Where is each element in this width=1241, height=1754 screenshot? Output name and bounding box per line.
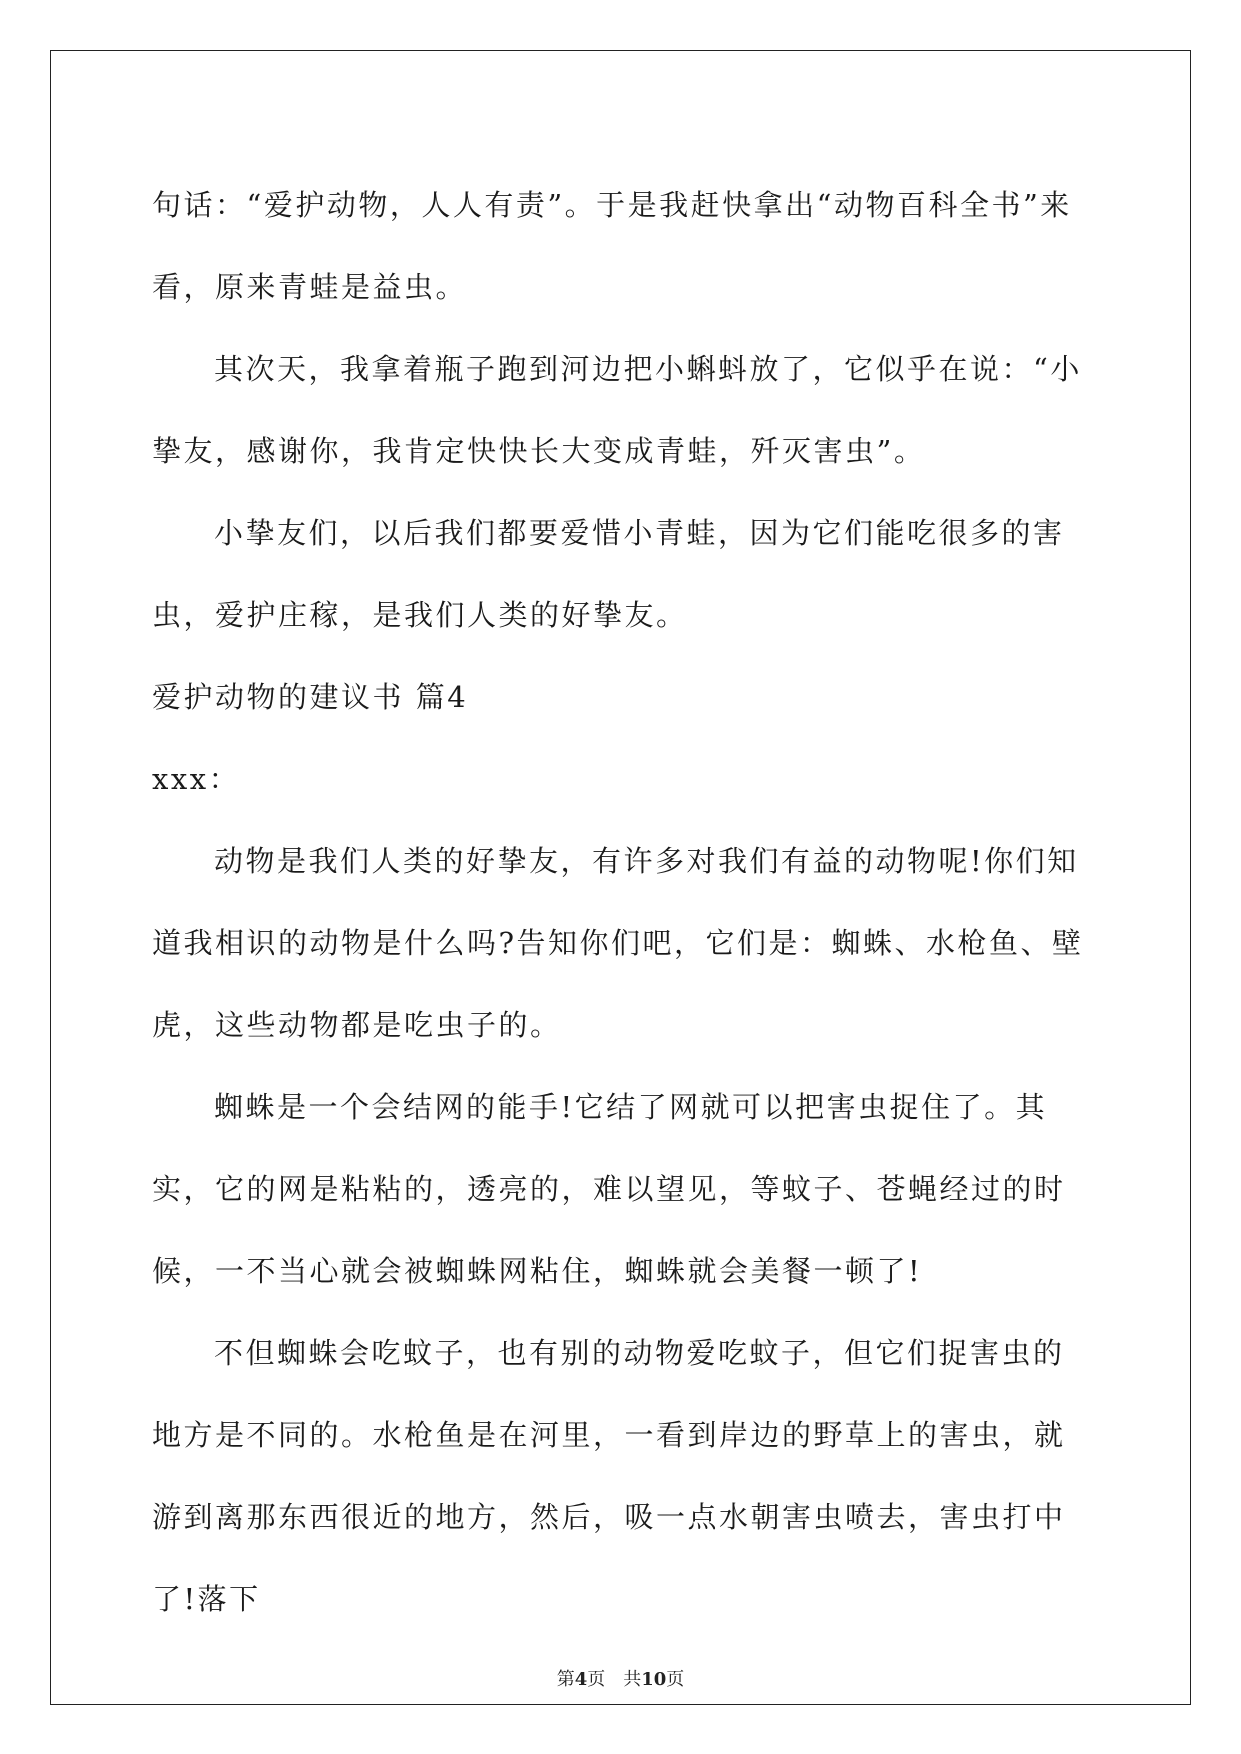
total-page-number: 10 <box>641 1669 667 1690</box>
document-body <box>152 164 1092 1640</box>
paragraph-2: 其次天，我拿着瓶子跑到河边把小蝌蚪放了，它似乎在说：“小挚友，感谢你，我肯定快快长大变成青蛙，歼灭害虫”。 <box>152 352 1082 468</box>
current-page-number: 4 <box>574 1669 588 1690</box>
footer-middle: 页 共 <box>587 1669 642 1690</box>
paragraph-6: 不但蜘蛛会吃蚊子，也有别的动物爱吃蚊子，但它们捉害虫的地方是不同的。水枪鱼是在河里，一看到岸边的野草上的害虫，就游到离那东西很近的地方，然后，吸一点水朝害虫喷去，害虫打中了!落下 <box>152 1336 1066 1616</box>
paragraph-3: 小挚友们，以后我们都要爱惜小青蛙，因为它们能吃很多的害虫，爱护庄稼，是我们人类的好挚友。 <box>152 516 1065 632</box>
salutation: xxx： <box>152 762 241 796</box>
paragraph-1: 句话：“爱护动物，人人有责”。于是我赶快拿出“动物百科全书”来看，原来青蛙是益虫。 <box>152 188 1072 304</box>
footer-suffix: 页 <box>666 1669 685 1690</box>
paragraph-4: 动物是我们人类的好挚友，有许多对我们有益的动物呢!你们知道我相识的动物是什么吗?告知你们吧，它们是：蜘蛛、水枪鱼、壁虎，这些动物都是吃虫子的。 <box>152 844 1084 1042</box>
footer-prefix: 第 <box>556 1669 575 1690</box>
paragraph-5: 蜘蛛是一个会结网的能手!它结了网就可以把害虫捉住了。其实，它的网是粘粘的，透亮的，难以望见，等蚊子、苍蝇经过的时候，一不当心就会被蜘蛛网粘住，蜘蛛就会美餐一顿了! <box>152 1090 1066 1288</box>
page-footer <box>0 1668 1241 1692</box>
section-heading: 爱护动物的建议书 篇4 <box>152 680 469 714</box>
